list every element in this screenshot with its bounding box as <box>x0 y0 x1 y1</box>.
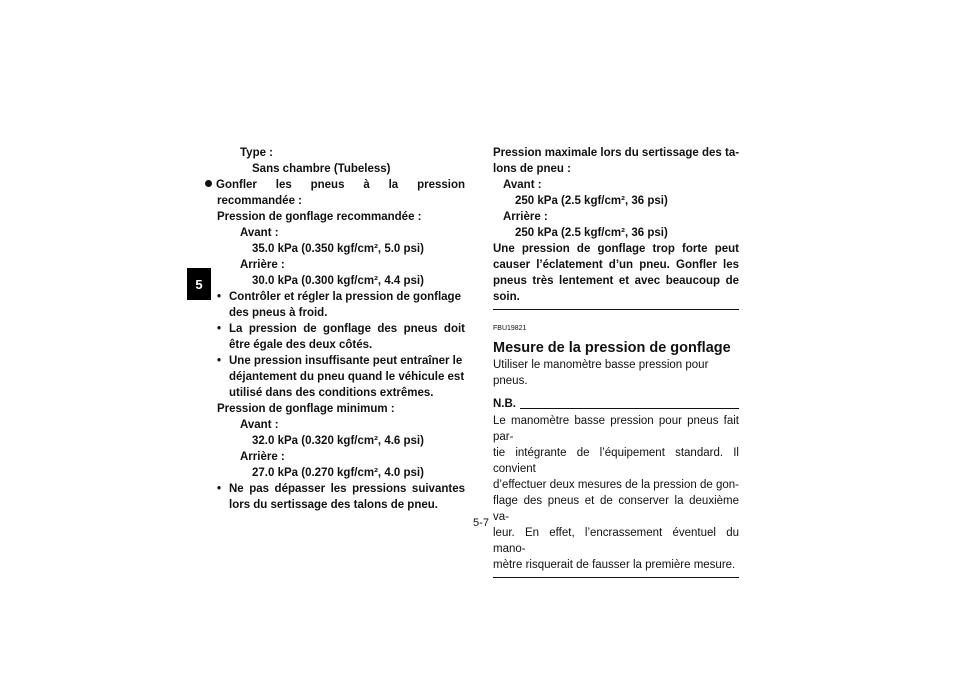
max-heading-line: Pression maximale lors du sertissage des ta- <box>493 147 740 159</box>
nb-line: Le manomètre basse pression pour pneus fait par- <box>493 415 739 443</box>
inflate-line-1 <box>205 177 465 193</box>
bullet-icon: • <box>217 355 222 367</box>
left-column <box>217 145 465 513</box>
type-label: Type : <box>240 147 274 159</box>
nb-line: tie intégrante de l’équipement standard. Il convient <box>493 447 739 475</box>
front-min-value: 32.0 kPa (0.320 kgf/cm², 4.6 psi) <box>252 435 424 447</box>
inflate-word: les <box>275 179 292 191</box>
right-column <box>493 145 739 578</box>
bullet-line: utilisé dans des conditions extrêmes. <box>229 387 434 399</box>
front-max-value: 250 kPa (2.5 kgf/cm², 36 psi) <box>515 195 668 207</box>
warning-line: soin. <box>493 291 520 303</box>
bullet-item <box>217 289 465 321</box>
bullet-line: des pneus à froid. <box>229 307 328 319</box>
warning-divider <box>493 309 739 310</box>
rear-label: Arrière : <box>240 451 285 463</box>
front-label: Avant : <box>240 419 279 431</box>
warning-line: causer l’éclatement d’un pneu. Gonfler les <box>493 259 739 271</box>
nb-body <box>493 413 739 573</box>
max-heading-line: lons de pneu : <box>493 163 571 175</box>
bullet-item <box>217 321 465 353</box>
warning-line: Une pression de gonflage trop forte peut <box>493 243 739 255</box>
front-rec-value: 35.0 kPa (0.350 kgf/cm², 5.0 psi) <box>252 243 424 255</box>
section-intro: Utiliser le manomètre basse pression pour pneus. <box>493 359 709 387</box>
rear-label: Arrière : <box>240 259 285 271</box>
inflate-word: Gonfler <box>216 179 257 191</box>
nb-header-rule <box>520 408 739 409</box>
rear-rec-value: 30.0 kPa (0.300 kgf/cm², 4.4 psi) <box>252 275 424 287</box>
nb-header <box>493 397 739 411</box>
section-code: FBU19821 <box>493 325 527 332</box>
inflate-line-2: recommandée : <box>217 195 303 207</box>
nb-label: N.B. <box>493 398 516 410</box>
warning-line: pneus très lentement et avec beaucoup de <box>493 275 739 287</box>
nb-line: flage des pneus et de conserver la deuxième va- <box>493 495 739 523</box>
section-title: Mesure de la pression de gonflage <box>493 340 731 356</box>
inflate-word: la <box>388 179 399 191</box>
bullet-line: Ne pas dépasser les pressions suivantes <box>229 483 465 495</box>
rear-min-value: 27.0 kPa (0.270 kgf/cm², 4.0 psi) <box>252 467 424 479</box>
bullet-line: La pression de gonflage des pneus doit <box>229 323 465 335</box>
front-label: Avant : <box>240 227 279 239</box>
warning-text <box>493 241 739 309</box>
page-number: 5-7 <box>473 517 489 529</box>
front-label: Avant : <box>503 179 542 191</box>
bullet-icon: • <box>217 291 222 303</box>
nb-line: d’effectuer deux mesures de la pression de gon- <box>493 479 739 491</box>
bullet-item <box>217 353 465 401</box>
inflate-word: pression <box>417 179 465 191</box>
bullet-line: lors du sertissage des talons de pneu. <box>229 499 438 511</box>
bullet-item <box>217 481 465 513</box>
bullet-line: être égale des deux côtés. <box>229 339 373 351</box>
filled-bullet-icon <box>205 177 257 193</box>
bullet-line: Une pression insuffisante peut entraîner le <box>229 355 463 367</box>
min-heading: Pression de gonflage minimum : <box>217 403 395 415</box>
nb-footer-rule <box>493 577 739 578</box>
chapter-tab <box>187 268 211 300</box>
rear-label: Arrière : <box>503 211 548 223</box>
nb-line: leur. En effet, l’encrassement éventuel du mano- <box>493 527 739 555</box>
type-value: Sans chambre (Tubeless) <box>252 163 391 175</box>
rec-heading: Pression de gonflage recommandée : <box>217 211 422 223</box>
inflate-word: pneus <box>310 179 345 191</box>
inflate-word: à <box>363 179 370 191</box>
chapter-tab-label: 5 <box>195 276 203 292</box>
bullet-icon: • <box>217 483 222 495</box>
bullet-line: Contrôler et régler la pression de gonflage <box>229 291 461 303</box>
bullet-line: déjantement du pneu quand le véhicule est <box>229 371 465 383</box>
bullet-icon: • <box>217 323 222 335</box>
rear-max-value: 250 kPa (2.5 kgf/cm², 36 psi) <box>515 227 668 239</box>
nb-line: mètre risquerait de fausser la première mesure. <box>493 559 736 571</box>
